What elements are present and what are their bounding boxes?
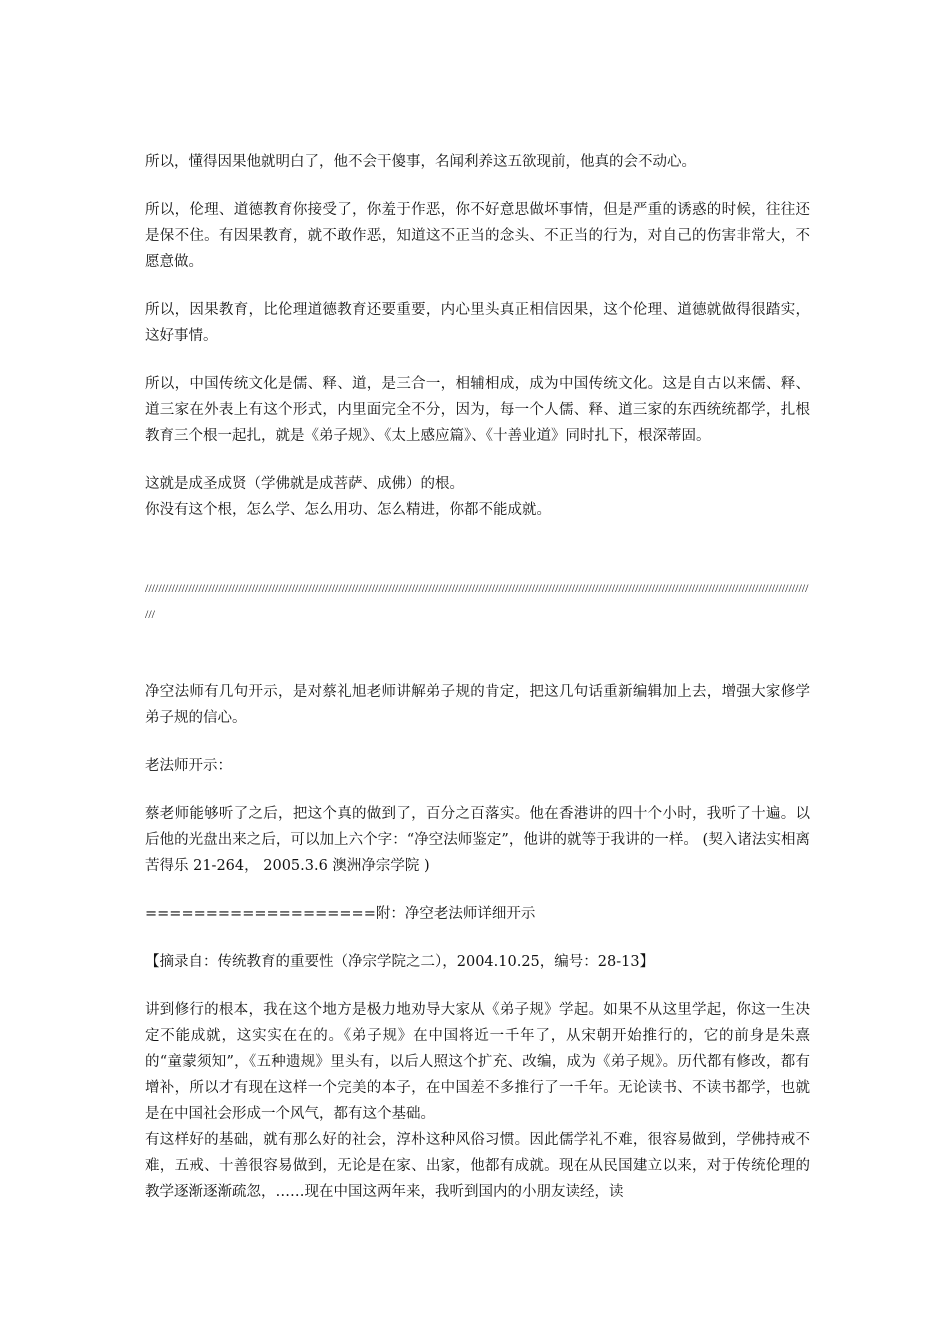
slash-divider: ////////////////////////////////////////////////////////////////////////////////////////////////////////////////////////////////////////////////////////////////////////////////////////////////////////// <box>145 581 809 621</box>
paragraph-traditional-culture: 所以，中国传统文化是儒、释、道，是三合一，相辅相成，成为中国传统文化。这是自古以来儒、释、道三家在外表上有这个形式，内里面完全不分，因为，每一个人儒、释、道三家的东西统统都学，扎根教育三个根一起扎，就是《弟子规》、《太上感应篇》、《十善业道》同时扎下，根深蒂固。 <box>145 376 810 444</box>
paragraph-master-jingkong-intro: 净空法师有几句开示，是对蔡礼旭老师讲解弟子规的肯定，把这几句话重新编辑加上去，增强大家修学弟子规的信心。 <box>145 684 810 726</box>
paragraph-root-of-practice: 讲到修行的根本，我在这个地方是极力地劝导大家从《弟子规》学起。如果不从这里学起，你这一生决定不能成就，这实实在在的。《弟子规》在中国将近一千年了，从宋朝开始推行的，它的前身是朱熹的“童蒙须知”，《五种遗规》里头有，以后人照这个扩充、改编，成为《弟子规》。历代都有修改，都有增补，所以才有现在这样一个完美的本子，在中国差不多推行了一千年。无论读书、不读书都学，也就是在中国社会形成一个风气，都有这个基础。 <box>145 1002 810 1122</box>
paragraph-spacer <box>145 779 810 801</box>
paragraph-cause-effect-understanding: 所以，懂得因果他就明白了，他不会干傻事，名闻利养这五欲现前，他真的会不动心。 <box>145 154 696 170</box>
paragraph-spacer <box>145 349 810 371</box>
excerpt-source: 【摘录自：传统教育的重要性（净宗学院之二），2004.10.25，编号：28-13】 <box>145 954 655 970</box>
paragraph-spacer <box>145 275 810 297</box>
paragraph-ethics-education: 所以，伦理、道德教育你接受了，你羞于作恶，你不好意思做坏事情，但是严重的诱惑的时候，往往还是保不住。有因果教育，就不敢作恶，知道这不正当的念头、不正当的行为，对自己的伤害非常大，不愿意做。 <box>145 202 810 270</box>
paragraph-spacer <box>145 449 810 471</box>
section-spacer <box>145 627 810 679</box>
paragraph-master-teaching-heading: 老法师开示： <box>145 758 232 774</box>
section-spacer <box>145 523 810 575</box>
paragraph-without-root: 你没有这个根，怎么学、怎么用功、怎么精进，你都不能成就。 <box>145 502 551 518</box>
paragraph-cause-effect-importance: 所以，因果教育，比伦理道德教育还要重要，内心里头真正相信因果，这个伦理、道德就做得很踏实，这好事情。 <box>145 302 810 344</box>
paragraph-spacer <box>145 731 810 753</box>
paragraph-teacher-cai-endorsement: 蔡老师能够听了之后，把这个真的做到了，百分之百落实。他在香港讲的四十个小时，我听了十遍。以后他的光盘出来之后，可以加上六个字：“净空法师鉴定”，他讲的就等于我讲的一样。 (契入诸法实相离苦得乐 21-264， 2005.3.6 澳洲净宗学院 ) <box>145 806 810 874</box>
appendix-heading: ===================附：净空老法师详细开示 <box>145 906 536 922</box>
document-body <box>145 149 810 1205</box>
paragraph-spacer <box>145 975 810 997</box>
paragraph-spacer <box>145 927 810 949</box>
paragraph-spacer <box>145 879 810 901</box>
paragraph-good-foundation: 有这样好的基础，就有那么好的社会，淳朴这种风俗习惯。因此儒学礼不难，很容易做到，学佛持戒不难，五戒、十善很容易做到，无论是在家、出家，他都有成就。现在从民国建立以来，对于传统伦理的教学逐渐逐渐疏忽，……现在中国这两年来，我听到国内的小朋友读经，读 <box>145 1132 810 1200</box>
paragraph-root-of-sagehood: 这就是成圣成贤（学佛就是成菩萨、成佛）的根。 <box>145 476 464 492</box>
paragraph-spacer <box>145 175 810 197</box>
